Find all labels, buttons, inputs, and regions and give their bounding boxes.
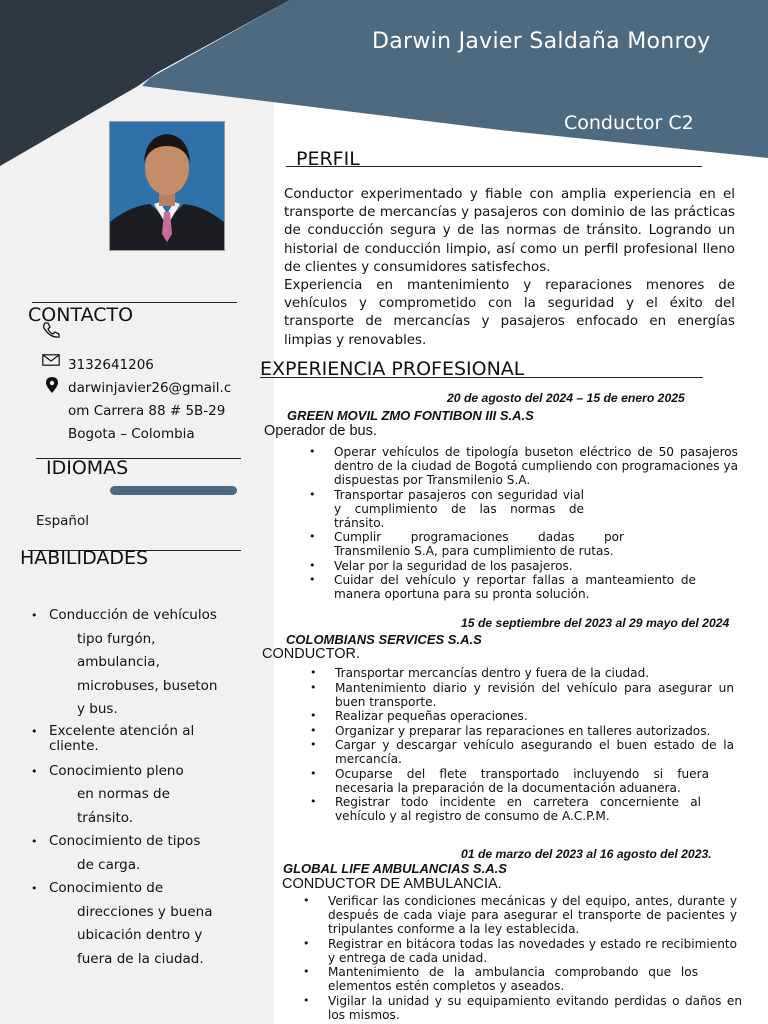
duty-item: • Cargar y descargar vehículo asegurando el buen estado de la mercancía. <box>309 738 734 766</box>
contact-title: CONTACTO <box>28 304 134 326</box>
duty-item: • Transportar pasajeros con seguridad vial y cumplimiento de las normas de tránsito. <box>308 488 584 530</box>
duty-item: • Organizar y preparar las reparaciones en talleres autorizados. <box>309 724 734 738</box>
location-pin-icon <box>46 377 58 397</box>
skills-title: HABILIDADES <box>20 547 149 569</box>
duty-item: • Cuidar del vehículo y reportar fallas a manteamiento de manera oportuna para su pronta solución. <box>308 573 696 601</box>
job-duties <box>302 894 742 1022</box>
candidate-role: Conductor C2 <box>564 112 694 134</box>
skill-item <box>28 760 268 831</box>
phone-icon <box>42 322 60 342</box>
job-position: Operador de bus. <box>264 423 377 439</box>
languages-title: IDIOMAS <box>46 457 129 479</box>
profile-title: PERFIL <box>296 148 360 170</box>
language-item: Español <box>36 513 89 529</box>
profile-text <box>284 186 735 350</box>
experience-rule <box>260 377 703 378</box>
mail-icon <box>42 351 60 370</box>
job-position: CONDUCTOR DE AMBULANCIA. <box>282 876 502 892</box>
skill-item <box>28 877 268 971</box>
skill-line: Conocimiento de <box>49 880 164 896</box>
profile-photo <box>109 121 225 251</box>
job-company: GLOBAL LIFE AMBULANCIAS S.A.S <box>283 861 507 876</box>
contact-rule <box>32 302 237 303</box>
job-company: COLOMBIANS SERVICES S.A.S <box>286 632 482 647</box>
skill-item <box>28 830 268 877</box>
job-position: CONDUCTOR. <box>262 646 361 662</box>
candidate-name: Darwin Javier Saldaña Monroy <box>372 29 711 54</box>
duty-item: • Verificar las condiciones mecánicas y del equipo, antes, durante y después de cada viaje para asegurar el transporte de pacientes y tripulantes conforme a la ley establecida. <box>302 894 737 936</box>
duty-item: • Registrar todo incidente en carretera concerniente al vehículo y al registro de consumo de A.C.P.M. <box>309 795 701 823</box>
skill-line: ambulancia, <box>77 654 160 670</box>
skill-item <box>28 604 268 722</box>
job-dates: 01 de marzo del 2023 al 16 agosto del 2023. <box>461 847 712 861</box>
duty-item: • Cumplir programaciones dadas por Transmilenio S.A, para cumplimiento de rutas. <box>308 530 624 558</box>
skill-line: Conducción de vehículos <box>49 607 217 623</box>
job-dates: 15 de septiembre del 2023 al 29 mayo del 2024 <box>461 616 730 630</box>
duty-item: • Mantenimiento de la ambulancia comprobando que los elementos estén completos y aseados. <box>302 965 698 993</box>
job-duties <box>308 445 738 602</box>
skill-line: cliente. <box>49 737 99 754</box>
language-level-bar <box>110 486 237 495</box>
profile-rule <box>286 166 702 167</box>
duty-item: • Velar por la seguridad de los pasajeros. <box>308 559 738 573</box>
experience-title: EXPERIENCIA PROFESIONAL <box>260 358 525 380</box>
skill-line: Conocimiento de tipos <box>49 833 201 849</box>
duty-item: • Operar vehículos de tipología buseton eléctrico de 50 pasajeros dentro de la ciudad de Bogotá cumpliendo con programaciones ya dispuestas por Transmilenio S.A. <box>308 445 738 487</box>
skill-line: de carga. <box>77 856 141 873</box>
job-company: GREEN MOVIL ZMO FONTIBON III S.A.S <box>287 408 534 423</box>
duty-item: • Realizar pequeñas operaciones. <box>309 709 734 723</box>
skill-line: Conocimiento pleno <box>49 762 184 779</box>
skill-line: en normas de <box>77 786 170 802</box>
skill-line: ubicación dentro y <box>77 927 203 943</box>
contact-city: Bogota – Colombia <box>68 426 195 442</box>
profile-paragraph: Conductor experimentado y fiable con amplia experiencia en el transporte de mercancías y pasajeros con dominio de las prácticas de conducción segura y de las normas de tránsito. Logrando un historial de conducción limpio, así como un perfil profesional lleno de clientes y consumidores satisfechos. <box>284 187 735 275</box>
contact-phone: 3132641206 <box>68 357 154 373</box>
skill-line: y bus. <box>77 701 118 717</box>
duty-item: • Registrar en bitácora todas las novedades y estado re recibimiento y entrega de cada unidad. <box>302 937 737 965</box>
contact-email: darwinjavier26@gmail.c <box>68 380 232 396</box>
skill-line: microbuses, buseton <box>77 677 218 694</box>
duty-item: • Mantenimiento diario y revisión del vehículo para asegurar un buen transporte. <box>309 681 734 709</box>
contact-address: om Carrera 88 # 5B-29 <box>68 403 226 419</box>
skill-line: fuera de la ciudad. <box>77 950 204 967</box>
duty-item: • Vigilar la unidad y su equipamiento evitando perdidas o daños en los mismos. <box>302 994 742 1022</box>
skill-line: tránsito. <box>77 809 134 826</box>
skill-line: tipo furgón, <box>77 630 156 647</box>
duty-item: • Ocuparse del flete transportado incluyendo si fuera necesaria la preparación de la documentación aduanera. <box>309 767 709 795</box>
skill-item <box>28 724 268 754</box>
duty-item: • Transportar mercancías dentro y fuera de la ciudad. <box>309 666 734 680</box>
skill-line: direcciones y buena <box>77 903 213 920</box>
skill-line: Excelente atención al <box>49 722 195 739</box>
job-dates: 20 de agosto del 2024 – 15 de enero 2025 <box>447 391 685 405</box>
skills-list <box>28 604 268 971</box>
profile-paragraph: Experiencia en mantenimiento y reparaciones menores de vehículos y comprometido con la seguridad y el éxito del transporte de mercancías y pasajeros enfocado en energías limpias y renovables. <box>284 278 735 348</box>
job-duties <box>309 666 734 824</box>
